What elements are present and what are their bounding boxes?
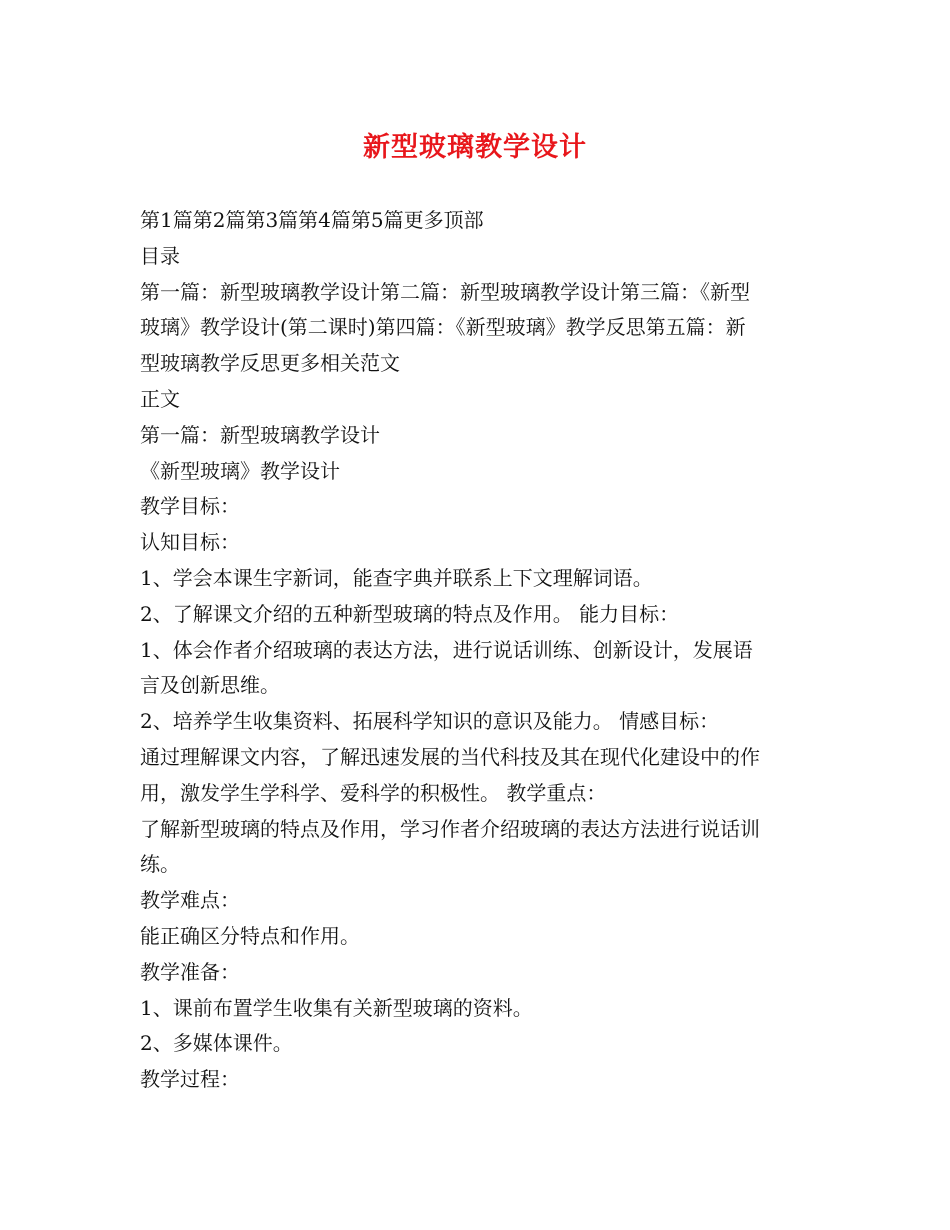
paragraph-line: 言及创新思维。 (140, 673, 280, 698)
paragraph-line: 用，激发学生学科学、爱科学的积极性。 教学重点： (140, 780, 607, 805)
paragraph-line: 2、了解课文介绍的五种新型玻璃的特点及作用。 能力目标： (140, 601, 680, 626)
paragraph-line: 了解新型玻璃的特点及作用，学习作者介绍玻璃的表达方法进行说话训 (140, 816, 760, 841)
paragraph-line: 1、体会作者介绍玻璃的表达方法，进行说话训练、创新设计，发展语 (140, 637, 753, 662)
paragraph-line: 教学准备： (140, 959, 240, 984)
paragraph-line: 2、培养学生收集资料、拓展科学知识的意识及能力。 情感目标： (140, 709, 720, 734)
section-heading-toc: 目录 (140, 243, 180, 268)
paragraph-line: 教学难点： (140, 888, 240, 913)
paragraph-line: 教学目标： (140, 494, 240, 519)
paragraph-line: 1、学会本课生字新词，能查字典并联系上下文理解词语。 (140, 565, 653, 590)
toc-line[interactable]: 型玻璃教学反思更多相关范文 (140, 351, 400, 376)
paragraph-line: 1、课前布置学生收集有关新型玻璃的资料。 (140, 995, 533, 1020)
document-body (140, 203, 818, 1098)
paragraph-line: 能正确区分特点和作用。 (140, 923, 360, 948)
paragraph-line: 认知目标： (140, 530, 240, 555)
document-title: 新型玻璃教学设计 (363, 132, 587, 163)
paragraph-line: 通过理解课文内容，了解迅速发展的当代科技及其在现代化建设中的作 (140, 744, 760, 769)
toc-line[interactable]: 第一篇：新型玻璃教学设计第二篇：新型玻璃教学设计第三篇：《新型 (140, 279, 750, 304)
paragraph-line: 练。 (140, 852, 180, 877)
section-heading-main-text: 正文 (140, 386, 180, 411)
chapter-heading: 第一篇：新型玻璃教学设计 (140, 422, 380, 447)
toc-line[interactable]: 玻璃》教学设计(第二课时)第四篇：《新型玻璃》教学反思第五篇：新 (140, 315, 746, 340)
paragraph-line: 2、多媒体课件。 (140, 1031, 293, 1056)
paragraph-line: 教学过程： (140, 1067, 240, 1092)
nav-links-line[interactable]: 第1篇第2篇第3篇第4篇第5篇更多顶部 (140, 208, 484, 232)
lesson-title: 《新型玻璃》教学设计 (140, 458, 340, 483)
